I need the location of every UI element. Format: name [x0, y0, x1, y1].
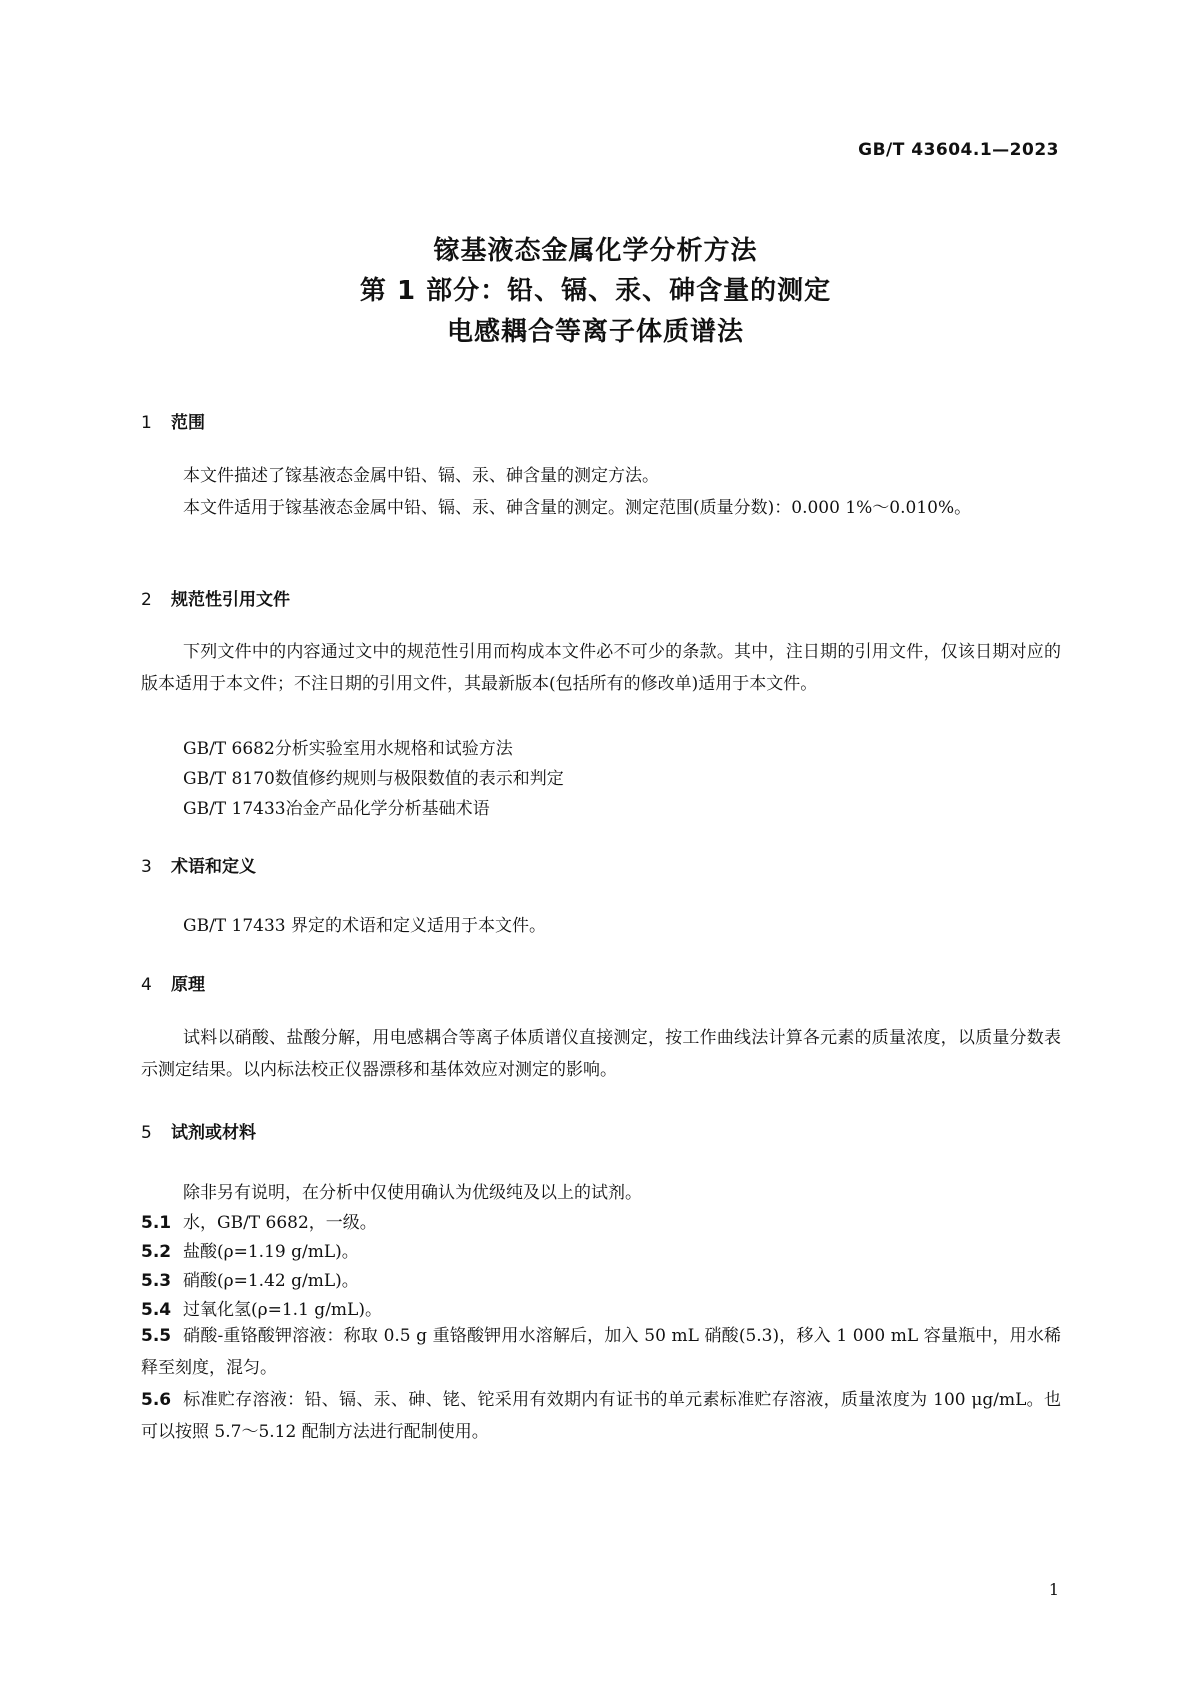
section-2-heading: 2 规范性引用文件 [141, 590, 290, 610]
section-5-heading: 5 试剂或材料 [141, 1123, 256, 1143]
item-5-6: 5.6 标准贮存溶液：铅、镉、汞、砷、铑、铊采用有效期内有证书的单元素标准贮存溶液，质量浓度为 100 μg/mL。也可以按照 5.7～5.12 配制方法进行配制使用。 [141, 1390, 1061, 1442]
item-5-3: 5.3 硝酸(ρ=1.42 g/mL)。 [141, 1271, 359, 1291]
section-4-para-1: 试料以硝酸、盐酸分解，用电感耦合等离子体质谱仪直接测定，按工作曲线法计算各元素的质量浓度，以质量分数表示测定结果。以内标法校正仪器漂移和基体效应对测定的影响。 [141, 1028, 1061, 1080]
section-1-para-2: 本文件适用于镓基液态金属中铅、镉、汞、砷含量的测定。测定范围(质量分数)：0.000 1%～0.010%。 [183, 498, 972, 518]
section-1-para-1: 本文件描述了镓基液态金属中铅、镉、汞、砷含量的测定方法。 [183, 466, 659, 486]
title-line-1: 镓基液态金属化学分析方法 [433, 236, 758, 266]
title-line-2: 第 1 部分：铅、镉、汞、砷含量的测定 [359, 276, 832, 306]
ref-gbt8170: GB/T 8170数值修约规则与极限数值的表示和判定 [183, 769, 564, 789]
item-5-1: 5.1 水，GB/T 6682，一级。 [141, 1213, 377, 1233]
item-5-5: 5.5 硝酸-重铬酸钾溶液：称取 0.5 g 重铬酸钾用水溶解后，加入 50 mL 硝酸(5.3)，移入 1 000 mL 容量瓶中，用水稀释至刻度，混匀。 [141, 1326, 1061, 1378]
page-number: 1 [1048, 1580, 1059, 1599]
section-4-heading: 4 原理 [141, 975, 205, 995]
section-5-para-1: 除非另有说明，在分析中仅使用确认为优级纯及以上的试剂。 [183, 1183, 642, 1203]
section-3-para-1: GB/T 17433 界定的术语和定义适用于本文件。 [183, 916, 547, 936]
item-5-2: 5.2 盐酸(ρ=1.19 g/mL)。 [141, 1242, 359, 1262]
section-2-para-1: 下列文件中的内容通过文中的规范性引用而构成本文件必不可少的条款。其中，注日期的引用文件，仅该日期对应的版本适用于本文件；不注日期的引用文件，其最新版本(包括所有的修改单)适用于本文件。 [141, 642, 1061, 694]
section-3-heading: 3 术语和定义 [141, 857, 256, 877]
title-line-3: 电感耦合等离子体质谱法 [446, 317, 744, 347]
ref-gbt17433: GB/T 17433冶金产品化学分析基础术语 [183, 799, 490, 819]
ref-gbt6682: GB/T 6682分析实验室用水规格和试验方法 [183, 739, 513, 759]
item-5-4: 5.4 过氧化氢(ρ=1.1 g/mL)。 [141, 1300, 382, 1320]
standard-number: GB/T 43604.1—2023 [858, 140, 1059, 160]
section-1-heading: 1 范围 [141, 413, 205, 433]
